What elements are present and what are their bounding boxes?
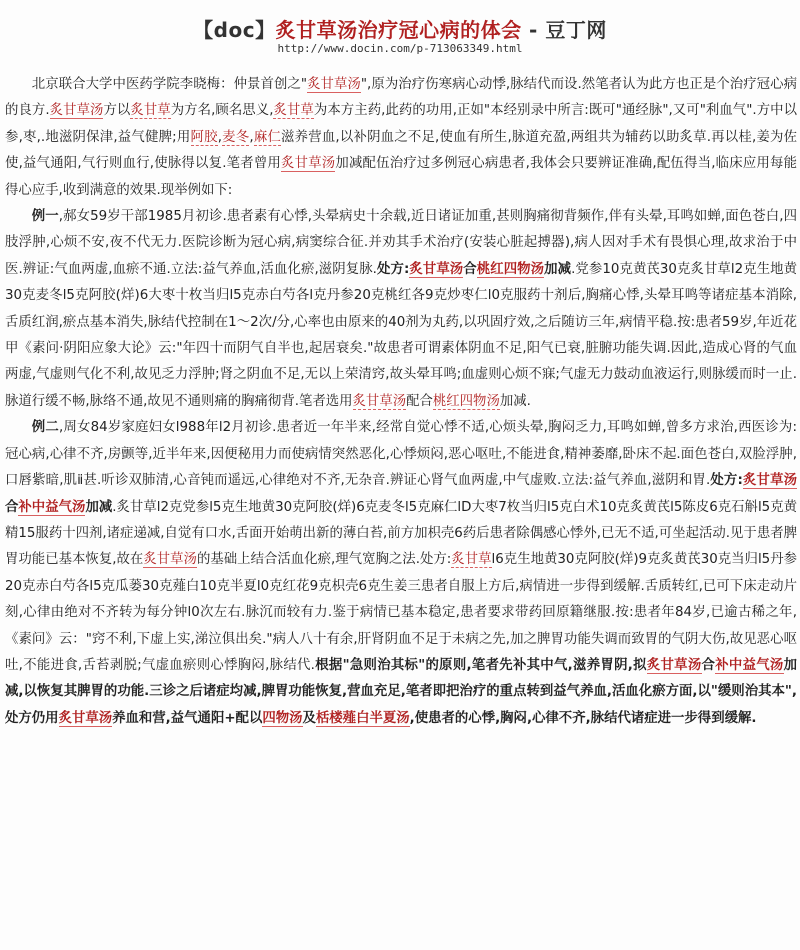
text-run: , xyxy=(249,129,254,145)
case-label: 例二 xyxy=(31,420,59,436)
text-run: , xyxy=(217,129,222,145)
paragraph-case-one xyxy=(5,204,797,415)
text-run: ",原为治疗伤寒病心动悸,脉结代而设.然笔者认为此方也正是个治疗冠心病的良方. xyxy=(5,77,797,119)
source-url: http://www.docin.com/p-713063349.html xyxy=(277,42,523,55)
text-run: 养血和营,益气通阳+配以 xyxy=(112,710,263,726)
paragraph-case-two xyxy=(5,415,797,732)
title-highlight: 炙甘草汤治疗冠心病的体会 xyxy=(275,18,522,42)
text-run: 的基础上结合活血化瘀,理气宽胸之法.处方: xyxy=(196,552,452,568)
keyword-link[interactable]: 补中益气汤 xyxy=(18,499,86,515)
keyword-link[interactable]: 栝楼薤白半夏汤 xyxy=(315,710,410,726)
keyword-link[interactable]: 炙甘草汤 xyxy=(352,393,407,409)
text-run: ,使患者的心悸,胸闷,心律不齐,脉结代诸症进一步得到缓解. xyxy=(409,710,757,726)
keyword-link[interactable]: 桃红四物汤 xyxy=(476,261,545,277)
text-run: 合 xyxy=(701,657,716,673)
keyword-link[interactable]: 炙甘草 xyxy=(130,103,171,119)
page-title xyxy=(0,14,800,43)
text-run: 加减. xyxy=(499,393,531,409)
keyword-link[interactable]: 四物汤 xyxy=(262,710,303,726)
title-prefix: 【doc】 xyxy=(193,18,276,42)
keyword-link[interactable]: 炙甘草汤 xyxy=(646,657,702,673)
text-run: 及 xyxy=(302,710,316,726)
keyword-link[interactable]: 炙甘草 xyxy=(273,103,314,119)
keyword-link[interactable]: 炙甘草汤 xyxy=(409,261,464,277)
text-run: 合 xyxy=(5,499,19,515)
text-run: .炙甘草l2克党参l5克生地黄30克阿胶(烊)6克麦冬l5克麻仁lD大枣7枚当归l5克白术10克炙黄芪l5陈皮6克石斛l5克黄精15服药十四剂,诸症递减,自觉有口水,舌面开始萌出新的薄白苔,前方加枳壳6药后患者除偶感心悸外,已无不适,可坐起活动.见于患者脾胃功能已基本恢复,故在 xyxy=(5,499,798,568)
paragraph-intro xyxy=(5,72,797,204)
text-run: 合 xyxy=(463,261,477,277)
text-run: 加减配伍治疗过多例冠心病患者,我体会只要辨证准确,配伍得当,临床应用每能得心应手,收到满意的效果.现举例如下: xyxy=(5,156,797,198)
text-run: .党参10克黄芪30克炙甘草l2克生地黄30克麦冬l5克阿胶(烊)6大枣十枚当归l5克赤白芍各l克丹参20克桃红各9克炒枣仁l0克服药十剂后,胸痛心悸,头晕耳鸣等诸症基本消除,舌质红润,瘀点基本消失,脉结代控制在1～2次/分,心率也由原来的40剂为丸药,以巩固疗效,之后随访三年,病情平稳.按:患者59岁,年近花甲《素问·阴阳应象大论》云:"年四十而阴气自半也,起居衰矣."故患者可谓素体阴血不足,阳气已衰,脏腑功能失调.因此,造成心肾的气血两虚,气虚则气化不利,故见乏力浮肿;肾之阴血不足,无以上荣清窍,故头晕耳鸣;血虚则心烦不寐;气虚无力鼓动血液运行,则脉缓而时一止.脉道行缓不畅,脉络不通,故见不通则痛的胸痛彻背.笔者选用 xyxy=(5,261,798,409)
keyword-link[interactable]: 炙甘草汤 xyxy=(49,103,104,119)
title-suffix: - 豆丁网 xyxy=(521,18,607,42)
text-run: 根据"急则治其标"的原则,笔者先补其中气,滋养胃阴,拟 xyxy=(314,657,647,673)
prescription-label: 处方: xyxy=(710,473,743,489)
keyword-link[interactable]: 炙甘草汤 xyxy=(58,710,113,726)
keyword-link[interactable]: 麻仁 xyxy=(253,129,282,145)
prescription-label: 处方: xyxy=(376,261,410,277)
keyword-link[interactable]: 麦冬 xyxy=(221,129,250,145)
keyword-link[interactable]: 炙甘草 xyxy=(451,552,492,568)
keyword-link[interactable]: 阿胶 xyxy=(190,129,218,145)
text-run: 加减,以恢复其脾胃的功能.三诊之后诸症均减,脾胃功能恢复,营血充足,笔者即把治疗的重点转到益气养血,活血化瘀方面,以"缓则治其本",处方仍用 xyxy=(5,657,798,726)
document-body xyxy=(5,72,797,732)
text-run: 加减 xyxy=(544,261,572,277)
keyword-link[interactable]: 炙甘草汤 xyxy=(281,156,336,172)
keyword-link[interactable]: 桃红四物汤 xyxy=(432,393,500,409)
text-run: 加减 xyxy=(85,499,113,515)
text-run: l6克生地黄30克阿胶(烊)9克炙黄芪30克当归l5丹参20克赤白芍各l5克瓜蒌30克薤白10克半夏l0克红花9克枳壳6克生姜三患者自服上方后,病情进一步得到缓解.舌质转红,已可下床走动片刻,心律由绝对不齐转为每分钟l0次左右.脉沉而较有力.鉴于病情已基本稳定,患者要求带药回原籍继服.按:患者年84岁,已逾古稀之年,《素问》云："窍不利,下虚上实,涕泣俱出矣."病人八十有余,肝肾阴血不足于未病之先,加之脾胃功能失调而致胃的气阴大伤,故见恶心呕吐,不能进食,舌苔剥脱;气虚血瘀则心悸胸闷,脉结代. xyxy=(5,552,798,673)
text-run: 北京联合大学中医药学院李晓梅：仲景首创之" xyxy=(31,77,308,92)
keyword-link[interactable]: 补中益气汤 xyxy=(715,657,784,673)
text-run: 滋养营血,以补阴血之不足,使血有所生,脉道充盈,两组共为辅药以助炙草.再以桂,姜为佐使,益气通阳,气行则血行,使脉得以复.笔者曾用 xyxy=(5,129,798,172)
text-run: 为本方主药,此药的功用,正如"本经别录中所言:既可"通经脉",又可"利血气".方中以参,枣,.地滋阴保津,益气健脾;用 xyxy=(5,103,798,145)
text-run: ,郝女59岁干部1985月初诊.患者素有心悸,头晕病史十余载,近日诸证加重,甚则胸痛彻背频作,伴有头晕,耳鸣如蝉,面色苍白,四肢浮肿,心烦不安,夜不代无力.医院诊断为冠心病,病窦综合征.并劝其手术治疗(安装心脏起搏器),病人因对手术有畏惧心理,故求治于中医.辨证:气血两虚,血瘀不通.立法:益气养血,活血化瘀,滋阴复脉. xyxy=(5,209,797,277)
text-run: 为方名,顾名思义, xyxy=(170,103,274,119)
text-run: 配合 xyxy=(406,393,433,409)
keyword-link[interactable]: 炙甘草汤 xyxy=(143,552,197,568)
text-run: 方以 xyxy=(103,103,131,119)
text-run: ,周女84岁家庭妇女l988年l2月初诊.患者近一年半来,经常自觉心悸不适,心烦头晕,胸闷乏力,耳鸣如蝉,曾多方求治,西医诊为:冠心病,心律不齐,房颤等,近半年来,因便秘用力而使病情突然恶化,心悸烦闷,恶心呕吐,不能进食,精神萎靡,卧床不起.面色苍白,双脸浮肿,口唇紫暗,肌ⅱ甚.听诊双肺清,心音钝而遥远,心律绝对不齐,无杂音.辨证心肾气血两虚,中气虚败.立法:益气养血,滋阴和胃. xyxy=(5,420,798,489)
keyword-link[interactable]: 炙甘草汤 xyxy=(742,473,798,489)
keyword-link[interactable]: 炙甘草汤 xyxy=(307,77,361,92)
case-label: 例一 xyxy=(31,209,59,225)
